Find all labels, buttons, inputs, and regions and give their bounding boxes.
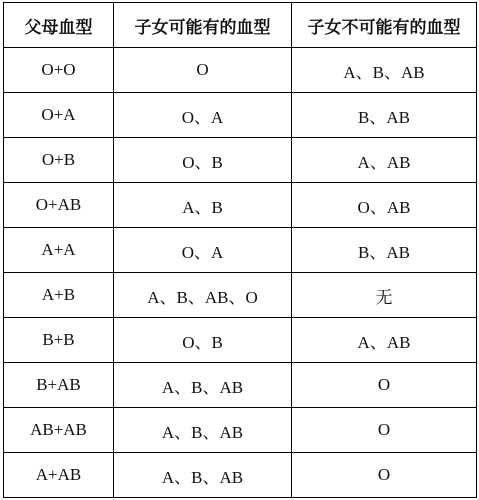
parents-cell: A+B	[4, 273, 114, 318]
table-row	[4, 48, 477, 93]
impossible-cell: B、AB	[292, 228, 477, 273]
parents-cell: O+AB	[4, 183, 114, 228]
possible-cell: A、B、AB、O	[114, 273, 292, 318]
impossible-cell: 无	[292, 273, 477, 318]
parents-cell: O+O	[4, 48, 114, 93]
table-row	[4, 183, 477, 228]
parents-cell: B+B	[4, 318, 114, 363]
impossible-cell: O	[292, 408, 477, 453]
possible-cell: O	[114, 48, 292, 93]
possible-cell: A、B、AB	[114, 453, 292, 498]
impossible-cell: A、AB	[292, 138, 477, 183]
parents-cell: A+A	[4, 228, 114, 273]
possible-cell: O、A	[114, 93, 292, 138]
table-row	[4, 318, 477, 363]
parents-cell: O+A	[4, 93, 114, 138]
possible-cell: O、B	[114, 318, 292, 363]
parents-cell: O+B	[4, 138, 114, 183]
table-row	[4, 363, 477, 408]
impossible-cell: A、B、AB	[292, 48, 477, 93]
impossible-cell: B、AB	[292, 93, 477, 138]
parents-cell: B+AB	[4, 363, 114, 408]
impossible-cell: A、AB	[292, 318, 477, 363]
possible-cell: O、A	[114, 228, 292, 273]
parents-cell: AB+AB	[4, 408, 114, 453]
table-row	[4, 93, 477, 138]
table-row	[4, 138, 477, 183]
header-child-possible-types: 子女可能有的血型	[114, 3, 292, 48]
possible-cell: A、B、AB	[114, 408, 292, 453]
blood-type-table	[3, 2, 477, 498]
impossible-cell: O	[292, 453, 477, 498]
table-row	[4, 408, 477, 453]
table-row	[4, 273, 477, 318]
parents-cell: A+AB	[4, 453, 114, 498]
possible-cell: O、B	[114, 138, 292, 183]
possible-cell: A、B、AB	[114, 363, 292, 408]
header-parents-blood-type: 父母血型	[4, 3, 114, 48]
header-row	[4, 3, 477, 48]
header-child-impossible-types: 子女不可能有的血型	[292, 3, 477, 48]
table-row	[4, 228, 477, 273]
table-row	[4, 453, 477, 498]
possible-cell: A、B	[114, 183, 292, 228]
impossible-cell: O、AB	[292, 183, 477, 228]
impossible-cell: O	[292, 363, 477, 408]
